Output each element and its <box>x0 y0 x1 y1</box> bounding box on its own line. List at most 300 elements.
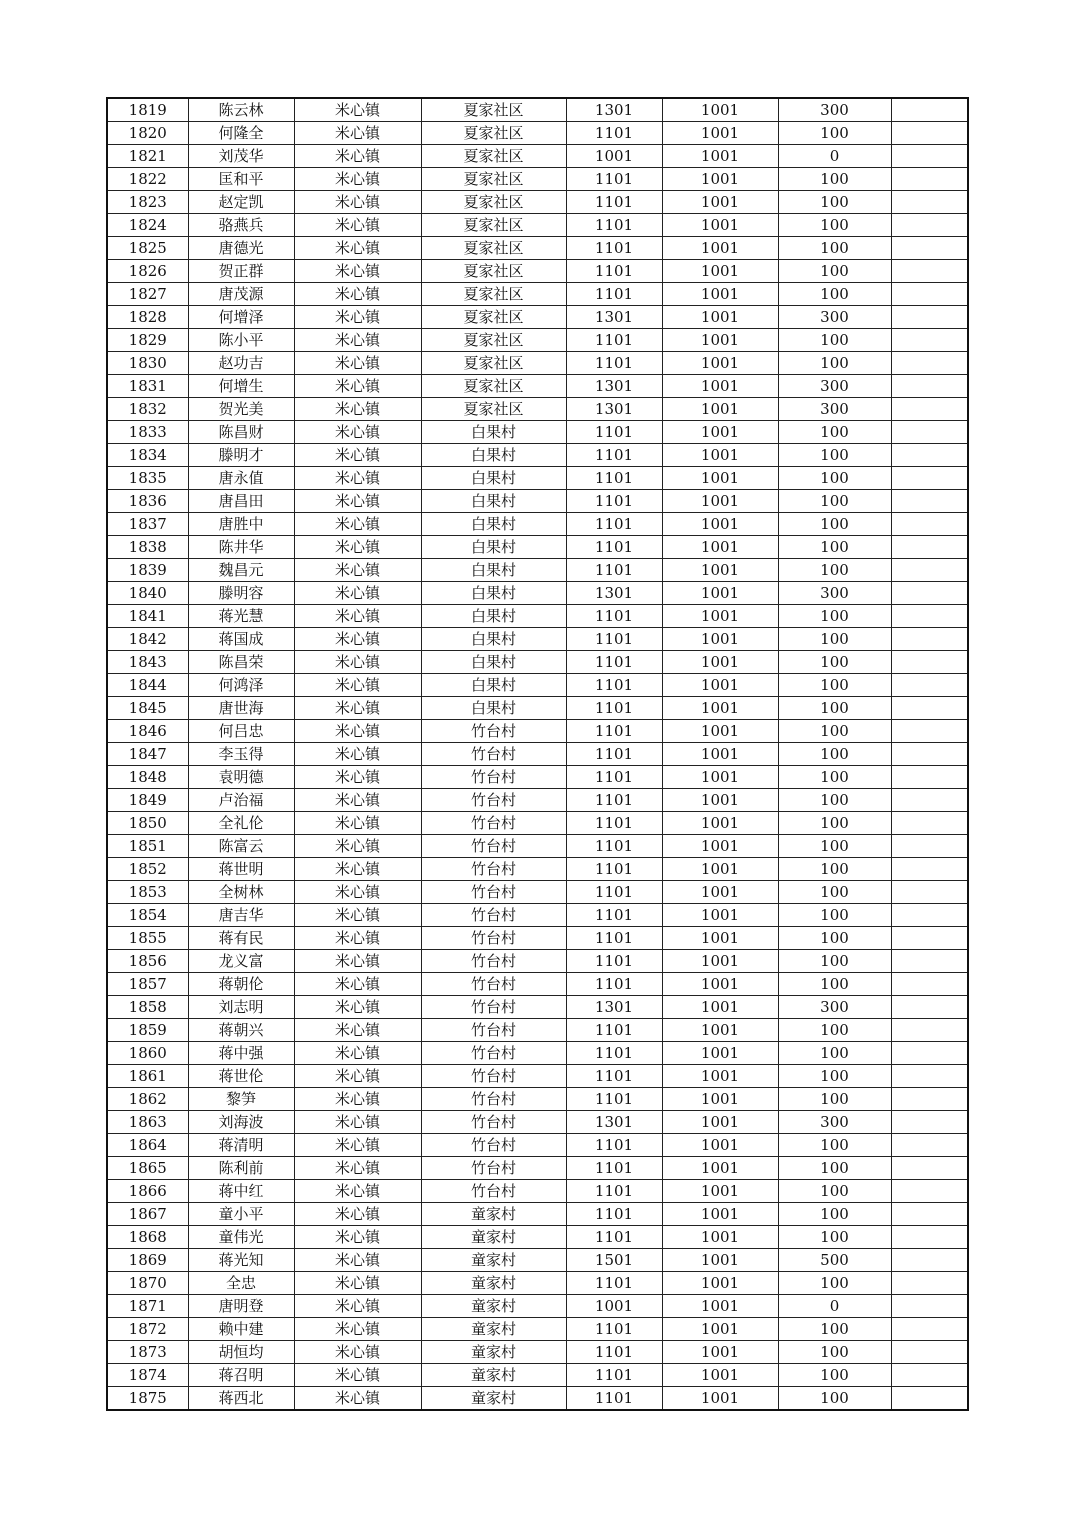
village-cell: 白果村 <box>421 467 566 490</box>
serial-number-cell: 1826 <box>107 260 188 283</box>
amount-cell: 100 <box>778 720 891 743</box>
name-cell: 唐胜中 <box>188 513 294 536</box>
name-cell: 唐明登 <box>188 1295 294 1318</box>
name-cell: 唐吉华 <box>188 904 294 927</box>
table-row <box>107 283 968 306</box>
village-cell: 夏家社区 <box>421 260 566 283</box>
village-cell: 夏家社区 <box>421 122 566 145</box>
name-cell: 赵定凯 <box>188 191 294 214</box>
village-cell: 竹台村 <box>421 743 566 766</box>
code-b-cell: 1001 <box>662 1134 778 1157</box>
name-cell: 蒋光知 <box>188 1249 294 1272</box>
serial-number-cell: 1858 <box>107 996 188 1019</box>
town-cell: 米心镇 <box>294 674 421 697</box>
town-cell: 米心镇 <box>294 490 421 513</box>
code-b-cell: 1001 <box>662 858 778 881</box>
name-cell: 赖中建 <box>188 1318 294 1341</box>
village-cell: 童家村 <box>421 1387 566 1411</box>
remark-cell <box>891 122 968 145</box>
name-cell: 唐德光 <box>188 237 294 260</box>
village-cell: 竹台村 <box>421 973 566 996</box>
serial-number-cell: 1820 <box>107 122 188 145</box>
town-cell: 米心镇 <box>294 1019 421 1042</box>
amount-cell: 100 <box>778 513 891 536</box>
amount-cell: 100 <box>778 352 891 375</box>
name-cell: 龙义富 <box>188 950 294 973</box>
table-row <box>107 605 968 628</box>
remark-cell <box>891 191 968 214</box>
town-cell: 米心镇 <box>294 513 421 536</box>
remark-cell <box>891 283 968 306</box>
village-cell: 白果村 <box>421 674 566 697</box>
table-row <box>107 1272 968 1295</box>
name-cell: 魏昌元 <box>188 559 294 582</box>
town-cell: 米心镇 <box>294 1318 421 1341</box>
town-cell: 米心镇 <box>294 1134 421 1157</box>
town-cell: 米心镇 <box>294 1042 421 1065</box>
code-b-cell: 1001 <box>662 1042 778 1065</box>
village-cell: 夏家社区 <box>421 283 566 306</box>
table-row <box>107 559 968 582</box>
town-cell: 米心镇 <box>294 743 421 766</box>
code-b-cell: 1001 <box>662 789 778 812</box>
code-a-cell: 1101 <box>566 628 662 651</box>
amount-cell: 100 <box>778 536 891 559</box>
code-a-cell: 1101 <box>566 421 662 444</box>
amount-cell: 100 <box>778 122 891 145</box>
code-b-cell: 1001 <box>662 720 778 743</box>
serial-number-cell: 1848 <box>107 766 188 789</box>
village-cell: 白果村 <box>421 444 566 467</box>
name-cell: 蒋有民 <box>188 927 294 950</box>
table-row <box>107 122 968 145</box>
table-row <box>107 812 968 835</box>
name-cell: 黎笋 <box>188 1088 294 1111</box>
amount-cell: 300 <box>778 398 891 421</box>
serial-number-cell: 1828 <box>107 306 188 329</box>
code-b-cell: 1001 <box>662 927 778 950</box>
town-cell: 米心镇 <box>294 237 421 260</box>
code-a-cell: 1101 <box>566 973 662 996</box>
name-cell: 陈利前 <box>188 1157 294 1180</box>
serial-number-cell: 1821 <box>107 145 188 168</box>
village-cell: 竹台村 <box>421 881 566 904</box>
table-row <box>107 444 968 467</box>
village-cell: 竹台村 <box>421 1065 566 1088</box>
serial-number-cell: 1853 <box>107 881 188 904</box>
amount-cell: 100 <box>778 927 891 950</box>
village-cell: 夏家社区 <box>421 329 566 352</box>
serial-number-cell: 1851 <box>107 835 188 858</box>
village-cell: 竹台村 <box>421 1088 566 1111</box>
code-a-cell: 1101 <box>566 559 662 582</box>
table-row <box>107 1318 968 1341</box>
village-cell: 夏家社区 <box>421 145 566 168</box>
remark-cell <box>891 628 968 651</box>
table-row <box>107 214 968 237</box>
remark-cell <box>891 812 968 835</box>
table-row <box>107 1019 968 1042</box>
town-cell: 米心镇 <box>294 1203 421 1226</box>
amount-cell: 100 <box>778 743 891 766</box>
table-row <box>107 1295 968 1318</box>
remark-cell <box>891 1226 968 1249</box>
name-cell: 唐昌田 <box>188 490 294 513</box>
table-row <box>107 1111 968 1134</box>
code-a-cell: 1101 <box>566 283 662 306</box>
amount-cell: 100 <box>778 1272 891 1295</box>
code-b-cell: 1001 <box>662 1088 778 1111</box>
code-a-cell: 1101 <box>566 950 662 973</box>
name-cell: 蒋朝伦 <box>188 973 294 996</box>
table-row <box>107 306 968 329</box>
code-b-cell: 1001 <box>662 1387 778 1411</box>
town-cell: 米心镇 <box>294 789 421 812</box>
amount-cell: 100 <box>778 1364 891 1387</box>
remark-cell <box>891 375 968 398</box>
code-a-cell: 1301 <box>566 375 662 398</box>
name-cell: 滕明容 <box>188 582 294 605</box>
amount-cell: 0 <box>778 1295 891 1318</box>
town-cell: 米心镇 <box>294 191 421 214</box>
remark-cell <box>891 421 968 444</box>
town-cell: 米心镇 <box>294 398 421 421</box>
town-cell: 米心镇 <box>294 1180 421 1203</box>
table-row <box>107 766 968 789</box>
code-b-cell: 1001 <box>662 559 778 582</box>
amount-cell: 100 <box>778 1180 891 1203</box>
town-cell: 米心镇 <box>294 444 421 467</box>
code-a-cell: 1101 <box>566 858 662 881</box>
code-a-cell: 1101 <box>566 766 662 789</box>
name-cell: 刘海波 <box>188 1111 294 1134</box>
code-a-cell: 1101 <box>566 697 662 720</box>
table-row <box>107 1042 968 1065</box>
code-b-cell: 1001 <box>662 674 778 697</box>
serial-number-cell: 1847 <box>107 743 188 766</box>
amount-cell: 100 <box>778 214 891 237</box>
amount-cell: 100 <box>778 973 891 996</box>
name-cell: 全树林 <box>188 881 294 904</box>
table-row <box>107 168 968 191</box>
code-a-cell: 1101 <box>566 513 662 536</box>
serial-number-cell: 1833 <box>107 421 188 444</box>
table-row <box>107 1203 968 1226</box>
serial-number-cell: 1852 <box>107 858 188 881</box>
code-a-cell: 1101 <box>566 260 662 283</box>
name-cell: 蒋中红 <box>188 1180 294 1203</box>
amount-cell: 0 <box>778 145 891 168</box>
amount-cell: 100 <box>778 1019 891 1042</box>
serial-number-cell: 1874 <box>107 1364 188 1387</box>
remark-cell <box>891 98 968 122</box>
town-cell: 米心镇 <box>294 1065 421 1088</box>
village-cell: 童家村 <box>421 1295 566 1318</box>
name-cell: 全礼伦 <box>188 812 294 835</box>
code-a-cell: 1101 <box>566 536 662 559</box>
amount-cell: 100 <box>778 1042 891 1065</box>
table-row <box>107 375 968 398</box>
remark-cell <box>891 237 968 260</box>
amount-cell: 100 <box>778 237 891 260</box>
serial-number-cell: 1862 <box>107 1088 188 1111</box>
code-b-cell: 1001 <box>662 1157 778 1180</box>
serial-number-cell: 1854 <box>107 904 188 927</box>
code-b-cell: 1001 <box>662 1180 778 1203</box>
amount-cell: 100 <box>778 260 891 283</box>
remark-cell <box>891 766 968 789</box>
serial-number-cell: 1850 <box>107 812 188 835</box>
table-row <box>107 260 968 283</box>
serial-number-cell: 1857 <box>107 973 188 996</box>
village-cell: 白果村 <box>421 628 566 651</box>
remark-cell <box>891 927 968 950</box>
town-cell: 米心镇 <box>294 812 421 835</box>
remark-cell <box>891 1272 968 1295</box>
table-row <box>107 881 968 904</box>
village-cell: 竹台村 <box>421 1134 566 1157</box>
code-a-cell: 1101 <box>566 651 662 674</box>
village-cell: 竹台村 <box>421 950 566 973</box>
village-cell: 竹台村 <box>421 1019 566 1042</box>
village-cell: 夏家社区 <box>421 168 566 191</box>
code-a-cell: 1101 <box>566 1134 662 1157</box>
serial-number-cell: 1839 <box>107 559 188 582</box>
code-a-cell: 1101 <box>566 1364 662 1387</box>
remark-cell <box>891 1157 968 1180</box>
town-cell: 米心镇 <box>294 1157 421 1180</box>
code-b-cell: 1001 <box>662 145 778 168</box>
village-cell: 竹台村 <box>421 789 566 812</box>
town-cell: 米心镇 <box>294 168 421 191</box>
village-cell: 白果村 <box>421 490 566 513</box>
village-cell: 童家村 <box>421 1226 566 1249</box>
town-cell: 米心镇 <box>294 1364 421 1387</box>
code-a-cell: 1101 <box>566 1341 662 1364</box>
name-cell: 陈昌财 <box>188 421 294 444</box>
remark-cell <box>891 306 968 329</box>
code-a-cell: 1301 <box>566 582 662 605</box>
town-cell: 米心镇 <box>294 973 421 996</box>
code-a-cell: 1101 <box>566 789 662 812</box>
code-b-cell: 1001 <box>662 835 778 858</box>
code-b-cell: 1001 <box>662 375 778 398</box>
table-row <box>107 628 968 651</box>
code-b-cell: 1001 <box>662 214 778 237</box>
name-cell: 袁明德 <box>188 766 294 789</box>
remark-cell <box>891 145 968 168</box>
town-cell: 米心镇 <box>294 421 421 444</box>
table-row <box>107 1387 968 1411</box>
name-cell: 何鸿泽 <box>188 674 294 697</box>
town-cell: 米心镇 <box>294 1249 421 1272</box>
serial-number-cell: 1866 <box>107 1180 188 1203</box>
table-row <box>107 927 968 950</box>
remark-cell <box>891 1341 968 1364</box>
code-b-cell: 1001 <box>662 1341 778 1364</box>
code-a-cell: 1101 <box>566 122 662 145</box>
code-b-cell: 1001 <box>662 651 778 674</box>
amount-cell: 100 <box>778 789 891 812</box>
village-cell: 白果村 <box>421 651 566 674</box>
table-row <box>107 490 968 513</box>
code-a-cell: 1101 <box>566 1226 662 1249</box>
serial-number-cell: 1859 <box>107 1019 188 1042</box>
town-cell: 米心镇 <box>294 651 421 674</box>
code-b-cell: 1001 <box>662 628 778 651</box>
name-cell: 陈昌荣 <box>188 651 294 674</box>
name-cell: 陈云林 <box>188 98 294 122</box>
village-cell: 夏家社区 <box>421 398 566 421</box>
name-cell: 陈小平 <box>188 329 294 352</box>
remark-cell <box>891 973 968 996</box>
table-row <box>107 1134 968 1157</box>
code-a-cell: 1001 <box>566 1295 662 1318</box>
village-cell: 竹台村 <box>421 720 566 743</box>
code-a-cell: 1101 <box>566 237 662 260</box>
code-b-cell: 1001 <box>662 812 778 835</box>
remark-cell <box>891 1111 968 1134</box>
remark-cell <box>891 260 968 283</box>
name-cell: 何隆全 <box>188 122 294 145</box>
table-row <box>107 973 968 996</box>
amount-cell: 100 <box>778 697 891 720</box>
code-b-cell: 1001 <box>662 513 778 536</box>
code-a-cell: 1101 <box>566 1180 662 1203</box>
code-b-cell: 1001 <box>662 490 778 513</box>
serial-number-cell: 1842 <box>107 628 188 651</box>
town-cell: 米心镇 <box>294 904 421 927</box>
code-b-cell: 1001 <box>662 950 778 973</box>
name-cell: 李玉得 <box>188 743 294 766</box>
code-b-cell: 1001 <box>662 191 778 214</box>
code-a-cell: 1101 <box>566 168 662 191</box>
village-cell: 竹台村 <box>421 812 566 835</box>
name-cell: 唐世海 <box>188 697 294 720</box>
code-b-cell: 1001 <box>662 1019 778 1042</box>
remark-cell <box>891 697 968 720</box>
amount-cell: 100 <box>778 605 891 628</box>
serial-number-cell: 1834 <box>107 444 188 467</box>
table-row <box>107 421 968 444</box>
serial-number-cell: 1819 <box>107 98 188 122</box>
remark-cell <box>891 1249 968 1272</box>
amount-cell: 100 <box>778 1341 891 1364</box>
village-cell: 竹台村 <box>421 1157 566 1180</box>
serial-number-cell: 1871 <box>107 1295 188 1318</box>
code-b-cell: 1001 <box>662 329 778 352</box>
serial-number-cell: 1832 <box>107 398 188 421</box>
village-cell: 竹台村 <box>421 1111 566 1134</box>
amount-cell: 100 <box>778 835 891 858</box>
code-a-cell: 1101 <box>566 927 662 950</box>
serial-number-cell: 1865 <box>107 1157 188 1180</box>
name-cell: 蒋清明 <box>188 1134 294 1157</box>
table-row <box>107 789 968 812</box>
name-cell: 胡恒均 <box>188 1341 294 1364</box>
town-cell: 米心镇 <box>294 927 421 950</box>
town-cell: 米心镇 <box>294 375 421 398</box>
table-row <box>107 237 968 260</box>
code-a-cell: 1501 <box>566 1249 662 1272</box>
table-row <box>107 835 968 858</box>
code-a-cell: 1101 <box>566 835 662 858</box>
town-cell: 米心镇 <box>294 950 421 973</box>
village-cell: 竹台村 <box>421 1042 566 1065</box>
code-b-cell: 1001 <box>662 973 778 996</box>
code-a-cell: 1101 <box>566 720 662 743</box>
table-row <box>107 1065 968 1088</box>
remark-cell <box>891 996 968 1019</box>
amount-cell: 100 <box>778 651 891 674</box>
table-row <box>107 858 968 881</box>
code-b-cell: 1001 <box>662 398 778 421</box>
code-b-cell: 1001 <box>662 605 778 628</box>
code-b-cell: 1001 <box>662 1272 778 1295</box>
serial-number-cell: 1822 <box>107 168 188 191</box>
amount-cell: 100 <box>778 674 891 697</box>
name-cell: 全忠 <box>188 1272 294 1295</box>
remark-cell <box>891 1387 968 1411</box>
name-cell: 何增生 <box>188 375 294 398</box>
code-a-cell: 1101 <box>566 444 662 467</box>
amount-cell: 100 <box>778 283 891 306</box>
serial-number-cell: 1840 <box>107 582 188 605</box>
serial-number-cell: 1875 <box>107 1387 188 1411</box>
table-row <box>107 1364 968 1387</box>
code-a-cell: 1101 <box>566 352 662 375</box>
serial-number-cell: 1873 <box>107 1341 188 1364</box>
table-row <box>107 1249 968 1272</box>
village-cell: 童家村 <box>421 1203 566 1226</box>
serial-number-cell: 1831 <box>107 375 188 398</box>
code-a-cell: 1101 <box>566 1157 662 1180</box>
code-b-cell: 1001 <box>662 98 778 122</box>
town-cell: 米心镇 <box>294 582 421 605</box>
remark-cell <box>891 1364 968 1387</box>
code-a-cell: 1301 <box>566 98 662 122</box>
serial-number-cell: 1836 <box>107 490 188 513</box>
code-a-cell: 1301 <box>566 996 662 1019</box>
town-cell: 米心镇 <box>294 1272 421 1295</box>
name-cell: 贺光美 <box>188 398 294 421</box>
remark-cell <box>891 1134 968 1157</box>
code-a-cell: 1301 <box>566 1111 662 1134</box>
amount-cell: 100 <box>778 191 891 214</box>
code-b-cell: 1001 <box>662 122 778 145</box>
code-a-cell: 1101 <box>566 1088 662 1111</box>
remark-cell <box>891 214 968 237</box>
code-b-cell: 1001 <box>662 421 778 444</box>
remark-cell <box>891 674 968 697</box>
amount-cell: 100 <box>778 1134 891 1157</box>
town-cell: 米心镇 <box>294 1088 421 1111</box>
code-b-cell: 1001 <box>662 168 778 191</box>
town-cell: 米心镇 <box>294 720 421 743</box>
town-cell: 米心镇 <box>294 98 421 122</box>
serial-number-cell: 1835 <box>107 467 188 490</box>
code-b-cell: 1001 <box>662 444 778 467</box>
name-cell: 唐茂源 <box>188 283 294 306</box>
remark-cell <box>891 720 968 743</box>
village-cell: 竹台村 <box>421 996 566 1019</box>
amount-cell: 300 <box>778 306 891 329</box>
village-cell: 童家村 <box>421 1341 566 1364</box>
table-body <box>107 98 968 1410</box>
name-cell: 刘志明 <box>188 996 294 1019</box>
town-cell: 米心镇 <box>294 329 421 352</box>
town-cell: 米心镇 <box>294 996 421 1019</box>
